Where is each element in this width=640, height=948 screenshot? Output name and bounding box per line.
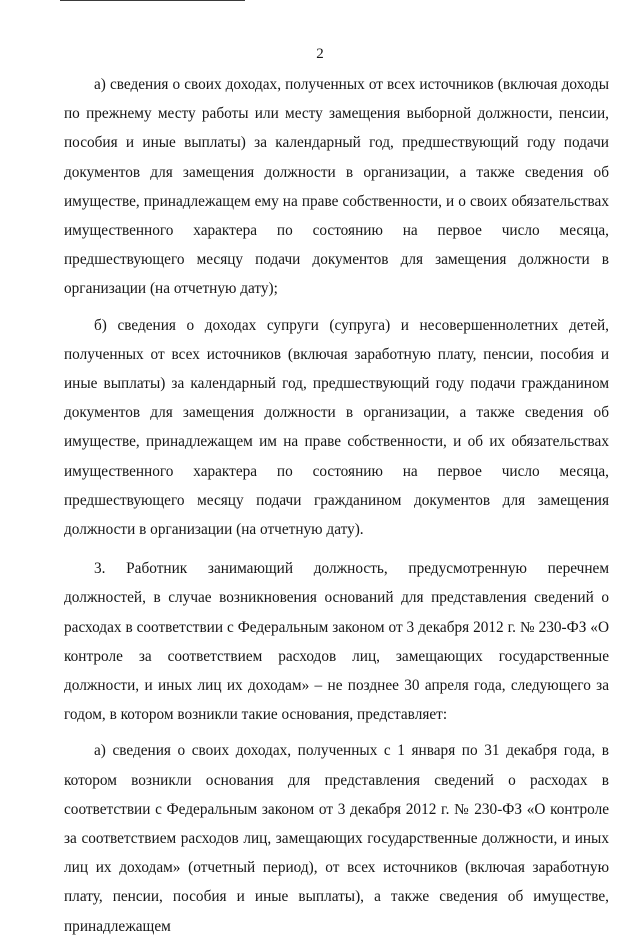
scan-edge-line	[60, 0, 245, 1]
paragraph-2a: а) сведения о своих доходах, полученных от всех источников (включая доходы по прежнему месту работы или месту замещения выборной должности, пенсии, пособия и иные выплаты) за календарный год, предшествующий году подачи документов для замещения должности в организации, а также сведения об имуществе, принадлежащем ему на праве собственности, и о своих обязательствах имущественного характера по состоянию на первое число месяца, предшествующего месяцу подачи документов для замещения должности в организации (на отчетную дату);	[64, 76, 609, 298]
page-number: 2	[316, 46, 324, 62]
paragraph-3: 3. Работник занимающий должность, предусмотренную перечнем должностей, в случае возникновения оснований для представления сведений о расходах в соответствии с Федеральным законом от 3 декабря 2012 г. № 230-ФЗ «О контроле за соответствием расходов лиц, замещающих государственные должности, и иных лиц их доходам» – не позднее 30 апреля года, следующего за годом, в котором возникли такие основания, представляет:	[64, 560, 609, 724]
document-body	[64, 70, 609, 948]
paragraph-2b: б) сведения о доходах супруги (супруга) и несовершеннолетних детей, полученных от всех источников (включая заработную плату, пенсии, пособия и иные выплаты) за календарный год, предшествующий году подачи гражданином документов для замещения должности в организации, а также сведения об имуществе, принадлежащем им на праве собственности, и об их обязательствах имущественного характера по состоянию на первое число месяца, предшествующего месяцу подачи гражданином документов для замещения должности в организации (на отчетную дату).	[64, 316, 609, 539]
paragraph-3a: а) сведения о своих доходах, полученных с 1 января по 31 декабря года, в котором возникли основания для представления сведений о расходах в соответствии с Федеральным законом от 3 декабря 2012 г. № 230-ФЗ «О контроле за соответствием расходов лиц, замещающих государственные должности, и иных лиц их доходам» (отчетный период), от всех источников (включая заработную плату, пенсии, пособия и иные выплаты), а также сведения об имуществе, принадлежащем	[64, 742, 609, 935]
